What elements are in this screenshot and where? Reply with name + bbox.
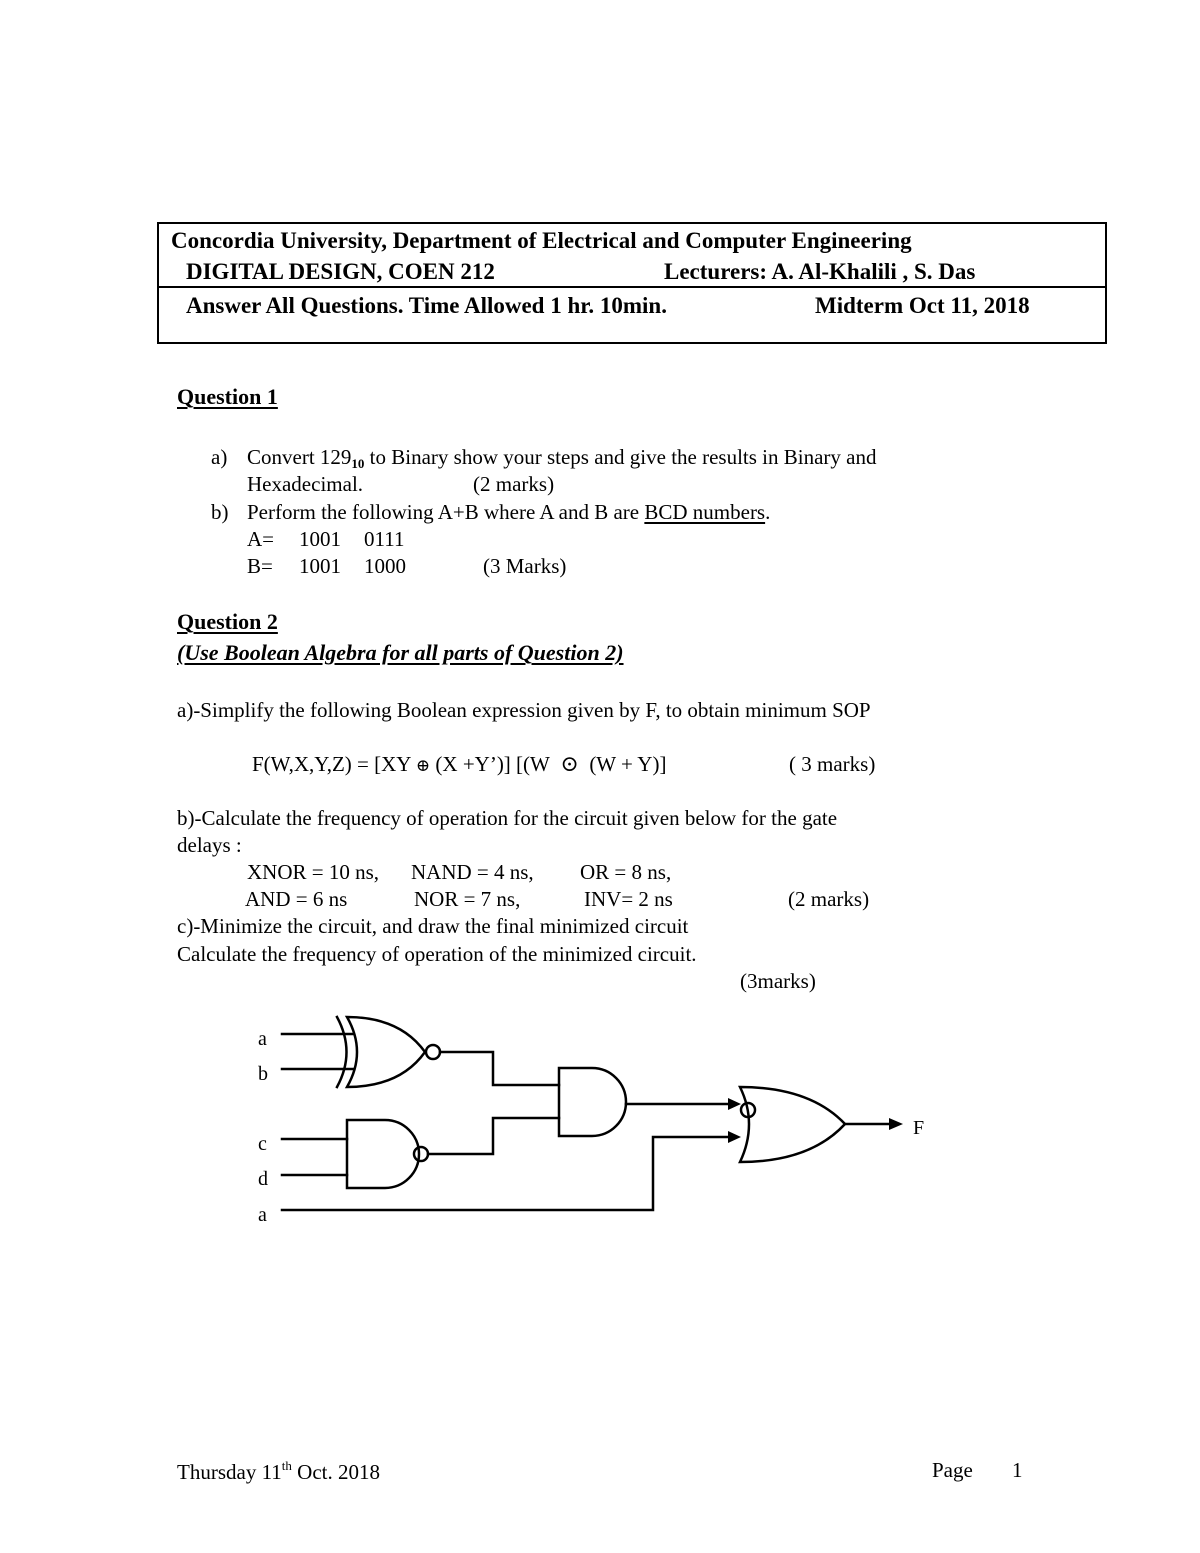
q2-a-text: a)-Simplify the following Boolean expression given by F, to obtain minimum SOP xyxy=(177,698,871,722)
q1-a-label: a) xyxy=(211,445,228,469)
header-instructions: Answer All Questions. Time Allowed 1 hr. 10min. xyxy=(186,293,667,318)
question-2-title: Question 2 xyxy=(177,609,278,634)
header-course: DIGITAL DESIGN, COEN 212 xyxy=(186,259,495,284)
q1-b-label: b) xyxy=(211,500,229,524)
q2-b-marks: (2 marks) xyxy=(788,887,870,911)
nand-gate-bubble xyxy=(414,1147,428,1161)
nand-gate-body xyxy=(347,1120,419,1188)
arrow-output xyxy=(889,1118,903,1130)
xnor-gate-bubble xyxy=(426,1045,440,1059)
and-gate-body xyxy=(559,1068,626,1136)
label-input-c: c xyxy=(258,1133,267,1155)
delay-inv: INV= 2 ns xyxy=(584,887,673,911)
arrow-a2-to-or xyxy=(728,1131,741,1143)
q1-A-val1: 1001 xyxy=(299,527,341,551)
q1-B-label: B= xyxy=(247,554,273,578)
arrow-and-to-or xyxy=(728,1098,741,1110)
q2-c-marks: (3marks) xyxy=(740,969,816,993)
header-exam-info: Midterm Oct 11, 2018 xyxy=(815,293,1030,318)
footer-page-number: 1 xyxy=(1012,1458,1023,1482)
xnor-gate-back-curve xyxy=(337,1017,347,1087)
delay-or: OR = 8 ns, xyxy=(580,860,672,884)
label-input-a: a xyxy=(258,1028,267,1050)
label-output-f: F xyxy=(913,1117,925,1139)
header-lecturers: Lecturers: A. Al-Khalili , S. Das xyxy=(664,259,976,284)
q1-A-label: A= xyxy=(247,527,275,551)
delay-nor: NOR = 7 ns, xyxy=(414,887,521,911)
question-1-title: Question 1 xyxy=(177,384,278,409)
q1-a-marks: (2 marks) xyxy=(473,472,555,496)
q1-b-marks: (3 Marks) xyxy=(483,554,567,578)
or-gate-body xyxy=(740,1087,845,1162)
wire-xnor-to-and xyxy=(440,1052,559,1085)
q2-c-text1: c)-Minimize the circuit, and draw the final minimized circuit xyxy=(177,914,689,938)
q1-b-text: Perform the following A+B where A and B are BCD numbers. xyxy=(247,500,771,524)
q2-b-text2: delays : xyxy=(177,833,242,857)
label-input-b: b xyxy=(258,1063,268,1085)
footer-date: Thursday 11th Oct. 2018 xyxy=(177,1458,380,1484)
header-university: Concordia University, Department of Electrical and Computer Engineering xyxy=(171,228,912,253)
q2-expression: F(W,X,Y,Z) = [XY ⊕ (X +Y’)] [(W ⊙ (W + Y)] xyxy=(252,751,667,776)
delay-xnor: XNOR = 10 ns, xyxy=(247,860,380,884)
q2-a-marks: ( 3 marks) xyxy=(789,752,876,776)
xnor-symbol: ⊙ xyxy=(560,751,579,776)
label-input-a2: a xyxy=(258,1204,267,1226)
q2-b-text1: b)-Calculate the frequency of operation for the circuit given below for the gate xyxy=(177,806,838,830)
q2-c-text2: Calculate the frequency of operation of the minimized circuit. xyxy=(177,942,697,966)
footer-page-label: Page xyxy=(932,1458,973,1482)
xor-symbol: ⊕ xyxy=(415,756,431,775)
wire-a2-to-or xyxy=(282,1137,728,1210)
xnor-gate-body xyxy=(347,1017,425,1087)
q1-B-val1: 1001 xyxy=(299,554,341,578)
q1-A-val2: 0111 xyxy=(364,527,405,551)
wire-nand-to-and xyxy=(428,1118,559,1154)
label-input-d: d xyxy=(258,1168,268,1190)
delay-and: AND = 6 ns xyxy=(245,887,348,911)
q1-a-line2: Hexadecimal. xyxy=(247,472,364,496)
delay-nand: NAND = 4 ns, xyxy=(411,860,534,884)
question-2-subtitle: (Use Boolean Algebra for all parts of Question 2) xyxy=(177,640,624,665)
q1-B-val2: 1000 xyxy=(364,554,406,578)
q1-a-text: Convert $129_{10}$ to Binary show your steps and give the results in Binary and xyxy=(247,445,877,471)
